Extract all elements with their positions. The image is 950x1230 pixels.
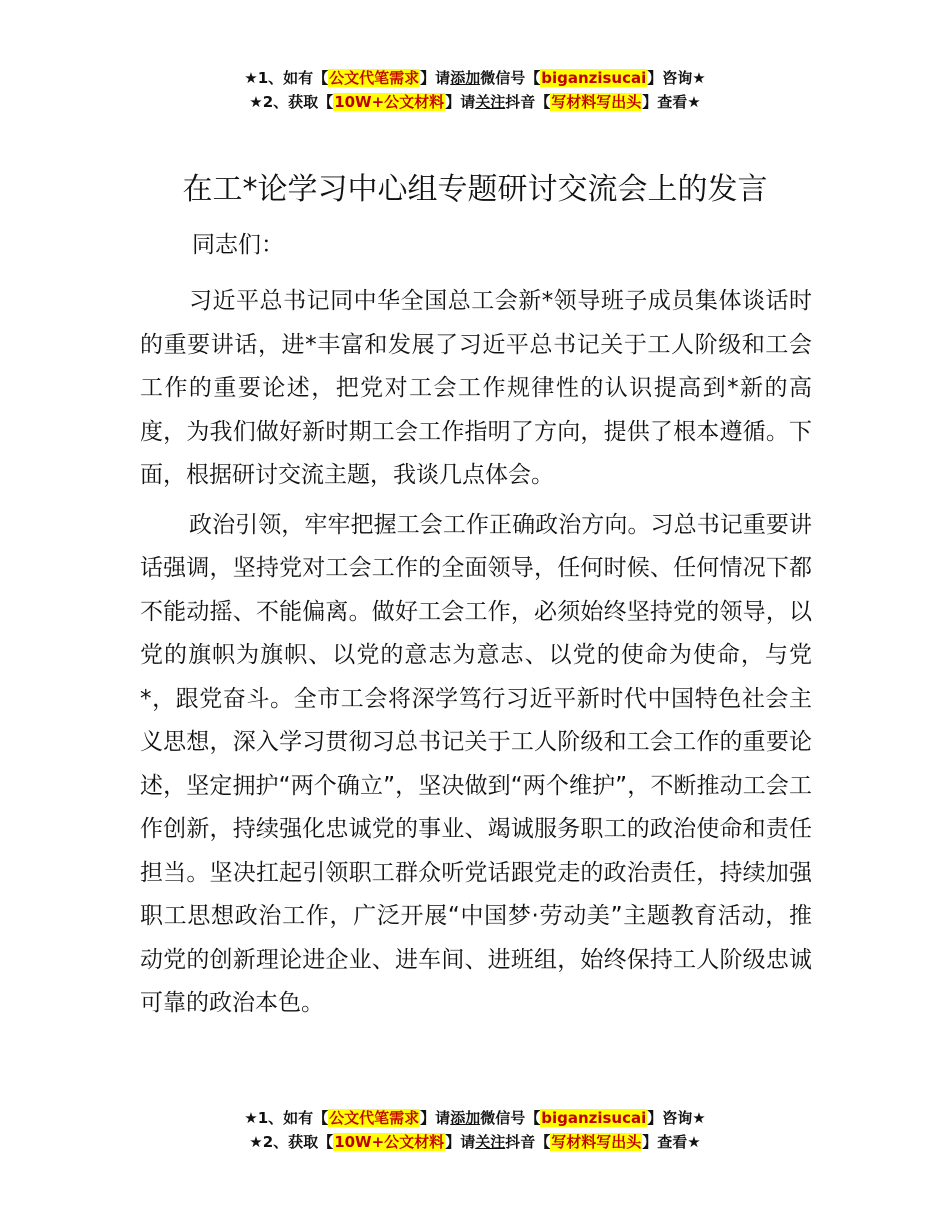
highlight-service: 公文代笔需求: [329, 1109, 420, 1127]
highlight-service: 公文代笔需求: [329, 69, 420, 87]
banner-text: 抖音【: [505, 93, 551, 111]
banner-line-1: [0, 1106, 950, 1130]
banner-line-2: [0, 90, 950, 114]
banner-text: ★2、获取【: [249, 1133, 334, 1151]
underlined-text: 添加: [450, 69, 481, 87]
highlight-wechat-id: biganzisucai: [541, 1109, 647, 1127]
highlight-douyin-account: 写材料写出头: [551, 1133, 642, 1151]
underlined-text: 关注: [475, 93, 506, 111]
banner-text: 抖音【: [505, 1133, 551, 1151]
banner-line-1: [0, 66, 950, 90]
highlight-douyin-account: 写材料写出头: [551, 93, 642, 111]
banner-text: 微信号【: [480, 1109, 541, 1127]
paragraph-2: 政治引领，牢牢把握工会工作正确政治方向。习总书记重要讲话强调，坚持党对工会工作的全面领导，任何时候、任何情况下都不能动摇、不能偏离。做好工会工作，必须始终坚持党的领导，以党的旗帜为旗帜、以党的意志为意志、以党的使命为使命，与党*，跟党奋斗。全市工会将深学笃行习近平新时代中国特色社会主义思想，深入学习贯彻习总书记关于工人阶级和工会工作的重要论述，坚定拥护“两个确立”，坚决做到“两个维护”，不断推动工会工作创新，持续强化忠诚党的事业、竭诚服务职工的政治使命和责任担当。坚决扛起引领职工群众听党话跟党走的政治责任，持续加强职工思想政治工作，广泛开展“中国梦·劳动美”主题教育活动，推动党的创新理论进企业、进车间、进班组，始终保持工人阶级忠诚可靠的政治本色。: [140, 511, 812, 1016]
document-body: [140, 280, 812, 1032]
banner-text: ★1、如有【: [244, 69, 329, 87]
banner-text: 】查看★: [642, 93, 701, 111]
banner-text: 微信号【: [480, 69, 541, 87]
banner-line-2: [0, 1130, 950, 1154]
underlined-text: 添加: [450, 1109, 481, 1127]
highlight-materials: 10W+公文材料: [334, 93, 445, 111]
banner-text: ★2、获取【: [249, 93, 334, 111]
banner-text: 】请: [420, 69, 451, 87]
banner-text: 】咨询★: [647, 1109, 706, 1127]
banner-text: 】查看★: [642, 1133, 701, 1151]
highlight-materials: 10W+公文材料: [334, 1133, 445, 1151]
paragraph-1: 习近平总书记同中华全国总工会新*领导班子成员集体谈话时的重要讲话，进*丰富和发展了习近平总书记关于工人阶级和工会工作的重要论述，把党对工会工作规律性的认识提高到*新的高度，为我们做好新时期工会工作指明了方向，提供了根本遵循。下面，根据研讨交流主题，我谈几点体会。: [140, 288, 812, 488]
banner-text: 】请: [445, 1133, 476, 1151]
header-banner: [0, 66, 950, 114]
banner-text: 】咨询★: [647, 69, 706, 87]
greeting: 同志们：: [192, 232, 284, 258]
banner-text: 】请: [420, 1109, 451, 1127]
highlight-wechat-id: biganzisucai: [541, 69, 647, 87]
banner-text: ★1、如有【: [244, 1109, 329, 1127]
document-title: 在工*论学习中心组专题研讨交流会上的发言: [182, 172, 768, 207]
underlined-text: 关注: [475, 1133, 506, 1151]
banner-text: 】请: [445, 93, 476, 111]
footer-banner: [0, 1106, 950, 1154]
